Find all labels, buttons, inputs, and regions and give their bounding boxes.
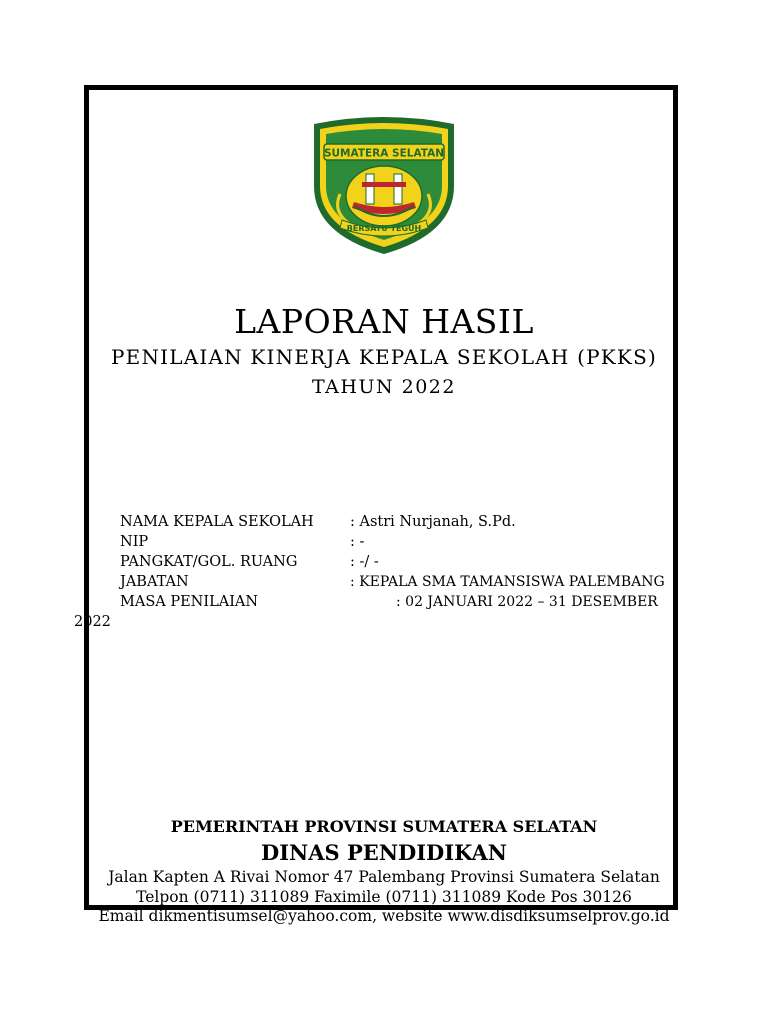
report-year: TAHUN 2022 — [312, 376, 456, 398]
government-name: PEMERINTAH PROVINSI SUMATERA SELATAN — [170, 817, 598, 836]
emblem-bottom-text: BERSATU TEGUH — [346, 224, 422, 233]
report-title: LAPORAN HASIL — [234, 302, 534, 341]
address: Jalan Kapten A Rivai Nomor 47 Palembang Provinsi Sumatera Selatan — [108, 868, 660, 886]
detail-value-period: : 02 JANUARI 2022 – 31 DESEMBER — [396, 594, 658, 610]
detail-label-name: NAMA KEPALA SEKOLAH — [120, 514, 314, 530]
contact-line: Telpon (0711) 311089 Faximile (0711) 311089 Kode Pos 30126 — [136, 888, 632, 906]
detail-label-period: MASA PENILAIAN — [120, 594, 259, 610]
detail-value-position: : KEPALA SMA TAMANSISWA PALEMBANG — [350, 574, 665, 590]
detail-label-rank: PANGKAT/GOL. RUANG — [120, 554, 298, 570]
detail-value-period-wrap: 2022 — [74, 614, 111, 630]
detail-value-name: : Astri Nurjanah, S.Pd. — [350, 514, 516, 530]
detail-value-rank: : -/ - — [350, 554, 379, 570]
department-name: DINAS PENDIDIKAN — [261, 840, 507, 865]
emblem-top-text: SUMATERA SELATAN — [323, 147, 445, 160]
detail-label-nip: NIP — [120, 534, 149, 550]
detail-value-nip: : - — [350, 534, 365, 550]
email-line: Email dikmentisumsel@yahoo.com, website www.disdiksumselprov.go.id — [98, 907, 670, 925]
detail-label-position: JABATAN — [120, 574, 189, 590]
provincial-emblem — [310, 116, 458, 256]
report-subtitle: PENILAIAN KINERJA KEPALA SEKOLAH (PKKS) — [111, 345, 657, 369]
